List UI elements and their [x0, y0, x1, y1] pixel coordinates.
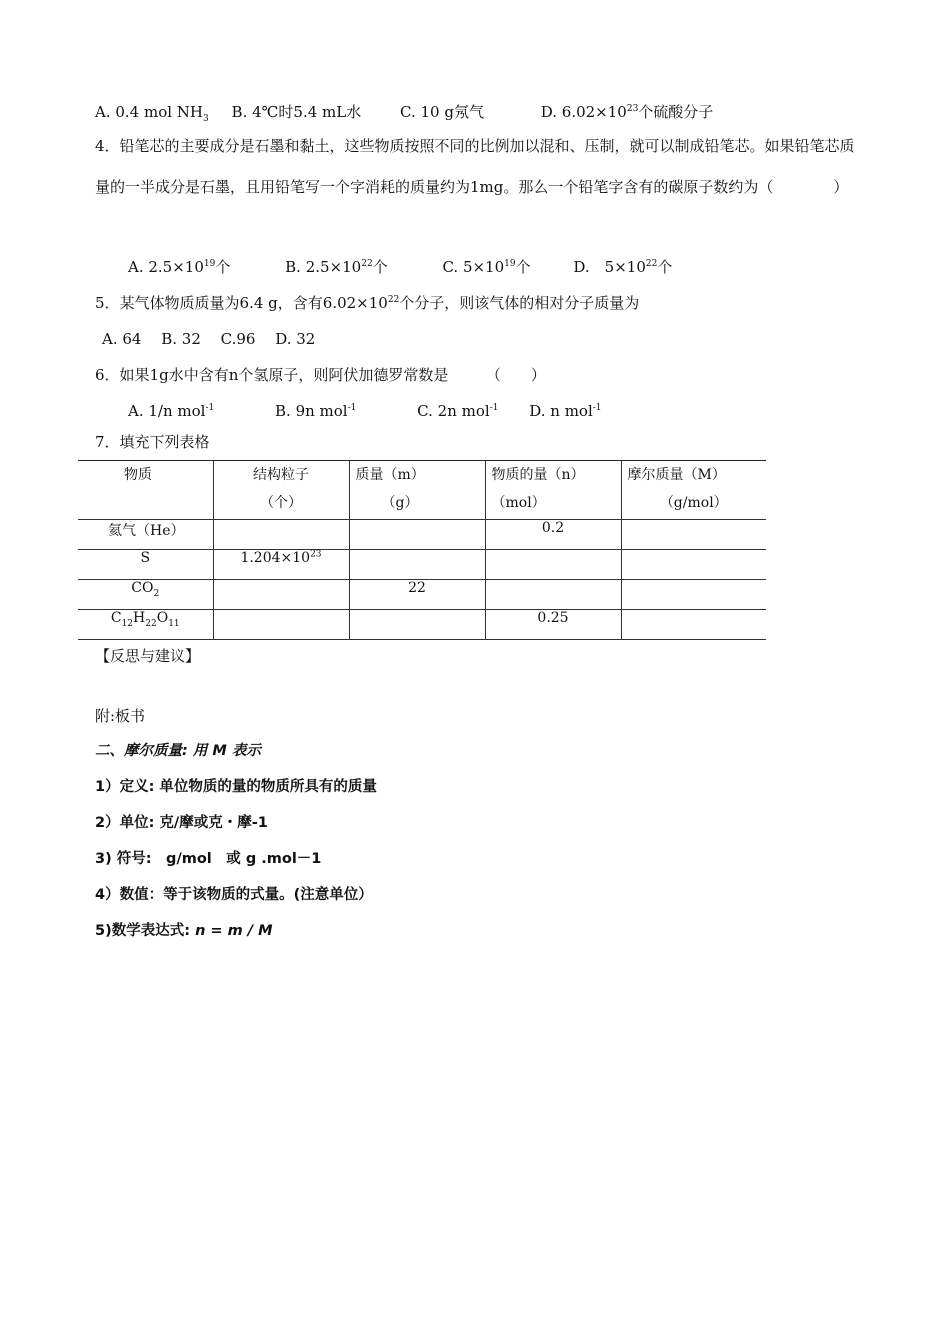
table-cell[interactable]	[213, 520, 349, 550]
header-molar-mass: 摩尔质量（M） （g/mol）	[621, 461, 766, 520]
cell-helium: 氦气（He）	[78, 520, 213, 550]
cell-co2: $CO_2$	[78, 580, 213, 610]
board-item-definition: 1）定义: 单位物质的量的物质所具有的质量	[95, 779, 377, 795]
cell-sucrose: $C_{12}H_{22}O_{11}$	[78, 610, 213, 640]
table-cell[interactable]	[349, 520, 485, 550]
q3-options	[95, 102, 713, 122]
q6-question: 6．如果1g水中含有n个氢原子，则阿伏加德罗常数是 （ ）	[95, 366, 546, 384]
q6-option-c: C. 2n mol$^{-1}$	[417, 402, 499, 420]
board-item-unit: 2）单位: 克/摩或克・摩-1	[95, 815, 268, 831]
board-item-formula: 5)数学表达式: n = m / M	[95, 923, 273, 939]
table-cell[interactable]	[621, 580, 766, 610]
formula-text: n = m / M	[195, 923, 273, 939]
q6-option-b: B. 9n mol$^{-1}$	[275, 402, 357, 420]
table-cell[interactable]	[349, 550, 485, 580]
cell-sulfur: S	[78, 550, 213, 580]
q6-option-a: A. 1/n mol$^{-1}$	[128, 402, 215, 420]
q3-option-b: B. 4℃时5.4 mL水	[231, 103, 362, 121]
table-cell[interactable]	[485, 580, 621, 610]
q7-title: 7．填充下列表格	[95, 433, 210, 451]
q3-option-c: C. 10 g氖气	[400, 103, 484, 121]
header-particles: 结构粒子 （个）	[213, 461, 349, 520]
q5-question: 5．某气体物质质量为6.4 g，含有$6.02\times 10^{22}$个分子，则该气体的相对分子质量为	[95, 294, 640, 312]
table-row	[78, 580, 766, 610]
table-cell: 0.25	[485, 610, 621, 640]
q4-options	[128, 257, 672, 277]
q3-option-d: D. $6.02\times 10^{23}$个硫酸分子	[540, 103, 714, 121]
table-cell[interactable]	[485, 550, 621, 580]
table-cell[interactable]	[349, 610, 485, 640]
q6-options	[128, 401, 602, 421]
board-label: 附:板书	[95, 707, 146, 725]
fill-in-table	[78, 460, 766, 640]
q4-option-d: D. $5\times 10^{22}$个	[573, 258, 673, 276]
table-row	[78, 520, 766, 550]
header-substance: 物质	[78, 461, 213, 520]
q4-option-c: C. $5\times 10^{19}$个	[442, 258, 531, 276]
q4-option-a: A. $2.5\times 10^{19}$个	[128, 258, 231, 276]
reflection-heading: 【反思与建议】	[95, 647, 201, 665]
table-cell: 0.2	[485, 520, 621, 550]
table-header-row	[78, 461, 766, 520]
table-row	[78, 550, 766, 580]
q5-options: A. 64 B. 32 C.96 D. 32	[102, 330, 316, 348]
table-cell: $1.204\times 10^{23}$	[213, 550, 349, 580]
q4-question: 4．铅笔芯的主要成分是石墨和黏土，这些物质按照不同的比例加以混和、压制，就可以制成铅笔芯。如果铅笔芯质量的一半成分是石墨，且用铅笔写一个字消耗的质量约为1mg。那么一个铅笔字含有的碳原子数约为（ ）	[95, 137, 855, 196]
table-row	[78, 610, 766, 640]
board-item-value: 4）数值：等于该物质的式量。(注意单位）	[95, 887, 373, 903]
board-heading: 二、摩尔质量: 用 M 表示	[95, 743, 261, 759]
table-cell[interactable]	[213, 610, 349, 640]
table-cell: 22	[349, 580, 485, 610]
table-cell[interactable]	[621, 550, 766, 580]
header-mass: 质量（m） （g）	[349, 461, 485, 520]
q4-option-b: B. $2.5\times 10^{22}$个	[285, 258, 388, 276]
header-amount: 物质的量（n） （mol）	[485, 461, 621, 520]
table-cell[interactable]	[213, 580, 349, 610]
board-item-symbol: 3) 符号: g/mol 或 g .mol－1	[95, 851, 322, 867]
q6-option-d: D. n mol$^{-1}$	[529, 402, 602, 420]
q3-option-a: A. 0.4 mol $NH_3$	[95, 103, 209, 124]
table-cell[interactable]	[621, 520, 766, 550]
table-cell[interactable]	[621, 610, 766, 640]
